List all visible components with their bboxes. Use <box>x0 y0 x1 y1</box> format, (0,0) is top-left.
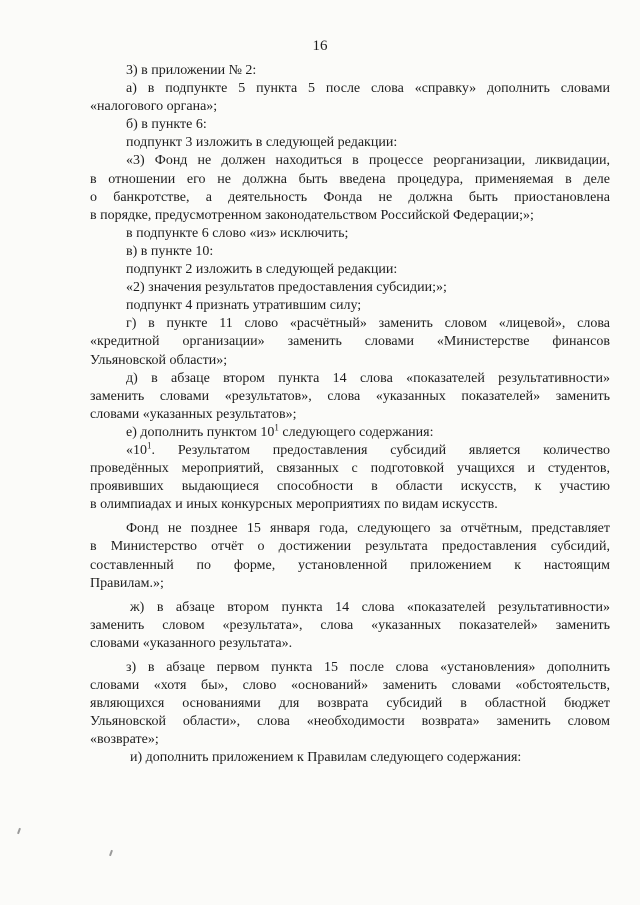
text-line <box>90 225 610 243</box>
document-body <box>90 62 610 768</box>
superscript: 1 <box>274 422 279 433</box>
text-line <box>90 152 610 170</box>
text-line <box>90 134 610 152</box>
line-text: а) в подпункте 5 пункта 5 после слова «справку» дополнить словами <box>126 81 610 97</box>
text-line <box>90 279 610 297</box>
scan-artifact <box>109 850 113 856</box>
text-line <box>90 171 610 189</box>
line-text: е) дополнить пунктом 10 <box>126 424 275 440</box>
text-line <box>90 80 610 98</box>
superscript: 1 <box>147 440 152 451</box>
line-text: в порядке, предусмотренном законодательством Российской Федерации;»; <box>90 207 534 223</box>
page-number: 16 <box>312 38 328 54</box>
line-text: подпункт 2 изложить в следующей редакции: <box>126 262 398 278</box>
line-text: д) в абзаце втором пункта 14 слова «показателей результативности» <box>126 370 610 386</box>
text-line <box>90 116 610 134</box>
text-line <box>90 333 610 351</box>
text-line <box>90 557 610 575</box>
text-line <box>90 424 610 442</box>
text-line <box>90 62 610 80</box>
text-line <box>90 189 610 207</box>
text-line <box>90 599 610 617</box>
text-line <box>90 207 610 225</box>
line-text: подпункт 3 изложить в следующей редакции: <box>126 135 398 151</box>
text-line <box>90 749 610 767</box>
line-text: в подпункте 6 слово «из» исключить; <box>126 225 349 241</box>
text-line <box>90 98 610 116</box>
text-line <box>90 617 610 635</box>
line-text: «налогового органа»; <box>90 99 218 115</box>
text-line <box>90 713 610 731</box>
line-text: в) в пункте 10: <box>126 243 214 259</box>
text-line <box>90 460 610 478</box>
line-text: подпункт 4 признать утратившим силу; <box>126 298 362 314</box>
line-text: словами «хотя бы», слово «оснований» заменить словами «обстоятельств, <box>90 678 610 694</box>
text-line <box>90 406 610 424</box>
line-text: з) в абзаце первом пункта 15 после слова «установления» дополнить <box>126 660 610 675</box>
line-text: заменить словами «результатов», слова «указанных показателей» заменить <box>90 388 610 404</box>
line-text: в олимпиадах и иных конкурсных мероприятиях по видам искусств. <box>90 497 498 513</box>
text-line <box>90 261 610 279</box>
line-text: «кредитной организации» заменить словами «Министерстве финансов <box>90 334 610 350</box>
text-line <box>90 478 610 496</box>
line-text: являющихся основаниями для возврата субсидий в областной бюджет <box>90 696 610 712</box>
scan-artifact <box>17 828 21 834</box>
line-text: б) в пункте 6: <box>126 117 207 133</box>
line-text: о банкротстве, а деятельность Фонда не должна быть приостановлена <box>90 189 610 205</box>
text-line <box>90 297 610 315</box>
line-text: в Министерство отчёт о достижении результата предоставления субсидий, <box>90 539 610 555</box>
line-text: «2) значения результатов предоставления субсидии;»; <box>126 280 447 296</box>
line-text: «10 <box>126 442 147 458</box>
text-line <box>90 695 610 713</box>
text-line <box>90 352 610 370</box>
text-line <box>90 243 610 261</box>
line-text: заменить словом «результата», слова «указанных показателей» заменить <box>90 617 610 633</box>
line-text-tail: . Результатом предоставления субсидий является количество <box>151 442 610 458</box>
text-line <box>90 575 610 593</box>
line-text: составленный по форме, установленной приложением к настоящим <box>90 557 610 573</box>
text-line <box>90 442 610 460</box>
line-text: Ульяновской области», слова «необходимости возврата» заменить словом <box>90 714 610 730</box>
line-text: и) дополнить приложением к Правилам следующего содержания: <box>130 750 522 766</box>
line-text: Правилам.»; <box>90 575 164 591</box>
line-text: «возврате»; <box>90 732 159 748</box>
line-text: словами «указанных результатов»; <box>90 406 297 422</box>
text-line <box>90 538 610 556</box>
line-text: ж) в абзаце втором пункта 14 слова «показателей результативности» <box>130 599 610 615</box>
text-line <box>90 677 610 695</box>
text-line <box>90 520 610 538</box>
line-text-tail: следующего содержания: <box>278 424 434 440</box>
text-line <box>90 315 610 333</box>
line-text: г) в пункте 11 слово «расчётный» заменить словом «лицевой», слова <box>126 316 610 332</box>
text-line <box>90 370 610 388</box>
line-text: в отношении его не должна быть введена процедура, применяемая в деле <box>90 171 610 187</box>
text-line <box>90 388 610 406</box>
line-text: словами «указанного результата». <box>90 635 293 651</box>
line-text: проявивших выдающиеся способности в области искусств, к участию <box>90 479 610 495</box>
line-text: «3) Фонд не должен находиться в процессе реорганизации, ликвидации, <box>126 153 610 169</box>
text-line <box>90 496 610 514</box>
text-line <box>90 635 610 653</box>
line-text: 3) в приложении № 2: <box>126 63 257 78</box>
text-line <box>90 659 610 677</box>
line-text: Ульяновской области»; <box>90 352 228 368</box>
line-text: проведённых мероприятий, связанных с подготовкой учащихся и студентов, <box>90 461 610 477</box>
line-text: Фонд не позднее 15 января года, следующего за отчётным, представляет <box>126 521 610 537</box>
text-line <box>90 731 610 749</box>
